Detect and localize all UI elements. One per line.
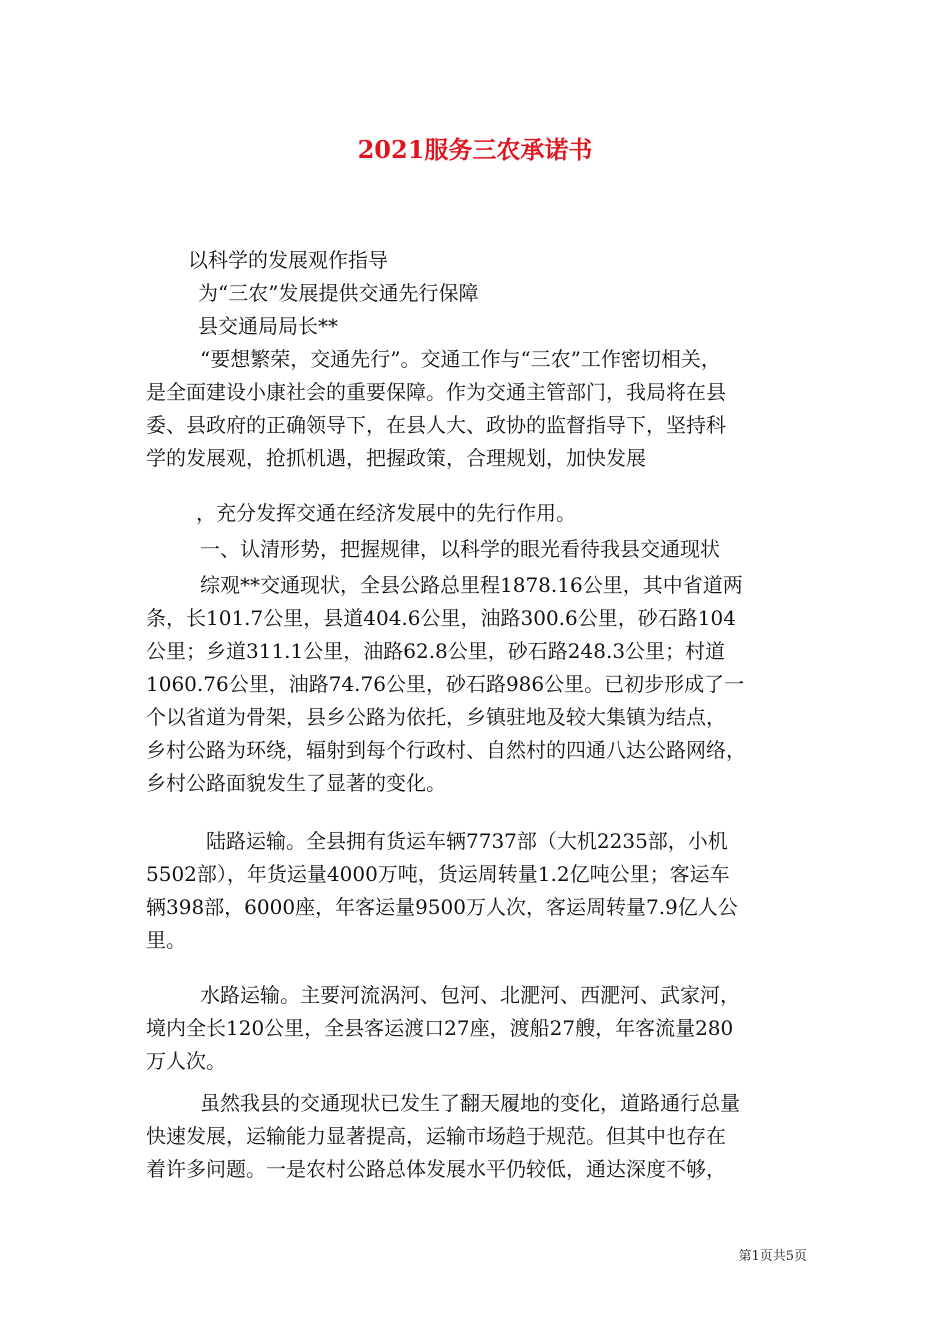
paragraph-land-transport — [146, 825, 810, 957]
paragraph-water-transport — [146, 979, 810, 1078]
paragraph-line: 境内全长120公里，全县客运渡口27座，渡船27艘，年客流量280 — [146, 1016, 734, 1040]
paragraph-line: 水路运输。主要河流涡河、包河、北淝河、西淝河、武家河， — [200, 983, 740, 1007]
section-heading-text: 一、认清形势，把握规律，以科学的眼光看待我县交通现状 — [200, 537, 720, 561]
paragraph-line: 学的发展观，抢抓机遇，把握政策，合理规划，加快发展 — [146, 446, 646, 470]
paragraph-intro — [146, 343, 810, 475]
paragraph-line: 里。 — [146, 928, 186, 952]
paragraph-line: 辆398部，6000座，年客运量9500万人次，客运周转量7.9亿人公 — [146, 895, 738, 919]
page-number: 第1页共5页 — [738, 1249, 807, 1264]
paragraph-line: 个以省道为骨架，县乡公路为依托，乡镇驻地及较大集镇为结点， — [146, 705, 726, 729]
paragraph-line: “要想繁荣，交通先行”。交通工作与“三农”工作密切相关， — [200, 347, 721, 371]
paragraph-line: 陆路运输。全县拥有货运车辆7737部（大机2235部，小机 — [206, 829, 728, 853]
paragraph-line: 委、县政府的正确领导下，在县人大、政协的监督指导下，坚持科 — [146, 413, 726, 437]
paragraph-line: 着许多问题。一是农村公路总体发展水平仍较低，通达深度不够， — [146, 1157, 726, 1181]
paragraph-line: ，充分发挥交通在经济发展中的先行作用。 — [196, 501, 576, 525]
subtitle-guidance: 以科学的发展观作指导 — [188, 248, 388, 272]
subtitle-guarantee: 为“三农”发展提供交通先行保障 — [198, 281, 479, 305]
paragraph-line: 条，长101.7公里，县道404.6公里，油路300.6公里，砂石路104 — [146, 606, 736, 630]
author-line: 县交通局局长** — [198, 314, 338, 338]
paragraph-road-status — [146, 569, 810, 833]
paragraph-line: 万人次。 — [146, 1049, 226, 1073]
paragraph-line: 是全面建设小康社会的重要保障。作为交通主管部门，我局将在县 — [146, 380, 726, 404]
paragraph-line: 1060.76公里，油路74.76公里，砂石路986公里。已初步形成了一 — [146, 672, 745, 696]
paragraph-problems — [146, 1087, 810, 1186]
section-heading-1 — [146, 533, 810, 566]
paragraph-line: 乡村公路面貌发生了显著的变化。 — [146, 771, 446, 795]
paragraph-line: 快速发展，运输能力显著提高，运输市场趋于规范。但其中也存在 — [146, 1124, 726, 1148]
paragraph-line: 乡村公路为环绕，辐射到每个行政村、自然村的四通八达公路网络， — [146, 738, 746, 762]
document-title: 2021服务三农承诺书 — [357, 135, 593, 164]
paragraph-line: 公里；乡道311.1公里，油路62.8公里，砂石路248.3公里；村道 — [146, 639, 726, 663]
paragraph-role — [146, 497, 810, 530]
paragraph-line: 虽然我县的交通现状已发生了翻天履地的变化，道路通行总量 — [200, 1091, 740, 1115]
paragraph-line: 综观**交通现状，全县公路总里程1878.16公里，其中省道两 — [200, 573, 743, 597]
paragraph-line: 5502部），年货运量4000万吨，货运周转量1.2亿吨公里；客运车 — [146, 862, 730, 886]
